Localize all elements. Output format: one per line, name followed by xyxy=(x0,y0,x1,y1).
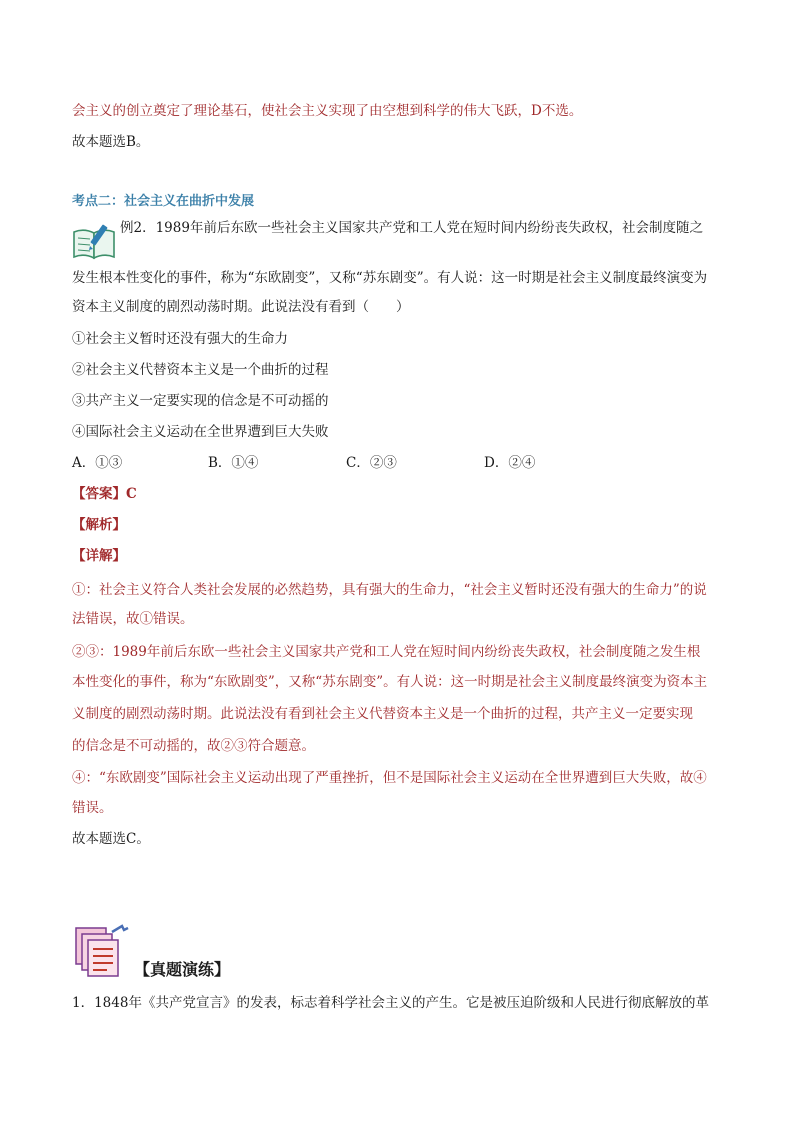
book-pencil-icon xyxy=(72,222,116,260)
statement-1: ①社会主义暂时还没有强大的生命力 xyxy=(72,331,288,347)
question-line-1: 例2．1989年前后东欧一些社会主义国家共产党和工人党在短时间内纷纷丧失政权，社会制度随之 xyxy=(120,220,703,236)
documents-icon xyxy=(74,922,130,978)
detail-2-line-2: 本性变化的事件，称为“东欧剧变”，又称“苏东剧变”。有人说：这一时期是社会主义制度最终演变为资本主 xyxy=(72,674,708,690)
statement-4: ④国际社会主义运动在全世界遭到巨大失败 xyxy=(72,424,329,440)
detail-label: 【详解】 xyxy=(72,548,126,564)
detail-2-line-1: ②③：1989年前后东欧一些社会主义国家共产党和工人党在短时间内纷纷丧失政权，社会制度随之发生根 xyxy=(72,644,701,660)
previous-answer-line: 故本题选B。 xyxy=(72,134,150,150)
section-title: 【真题演练】 xyxy=(134,960,231,979)
option-b: B．①④ xyxy=(208,455,259,471)
statement-2: ②社会主义代替资本主义是一个曲折的过程 xyxy=(72,362,329,378)
question-line-3: 资本主义制度的剧烈动荡时期。此说法没有看到（ ） xyxy=(72,299,410,315)
detail-2-line-3: 义制度的剧烈动荡时期。此说法没有看到社会主义代替资本主义是一个曲折的过程，共产主义一定要实现 xyxy=(72,706,693,722)
detail-1-line-1: ①：社会主义符合人类社会发展的必然趋势，具有强大的生命力，“社会主义暂时还没有强大的生命力”的说 xyxy=(72,582,707,598)
option-d: D．②④ xyxy=(484,455,536,471)
detail-1-line-2: 法错误，故①错误。 xyxy=(72,611,194,627)
kaodian-heading: 考点二：社会主义在曲折中发展 xyxy=(72,194,255,209)
detail-3-line-2: 错误。 xyxy=(72,800,113,816)
question-line-2: 发生根本性变化的事件，称为“东欧剧变”，又称“苏东剧变”。有人说：这一时期是社会主义制度最终演变为 xyxy=(72,270,708,286)
practice-question-1: 1．1848年《共产党宣言》的发表，标志着科学社会主义的产生。它是被压迫阶级和人民进行彻底解放的革 xyxy=(72,995,709,1011)
answer-label: 【答案】C xyxy=(72,486,137,502)
option-a: A．①③ xyxy=(72,455,123,471)
option-c: C．②③ xyxy=(346,455,397,471)
previous-explanation-line: 会主义的创立奠定了理论基石，使社会主义实现了由空想到科学的伟大飞跃，D不选。 xyxy=(72,103,583,119)
detail-3-line-1: ④：“东欧剧变”国际社会主义运动出现了严重挫折，但不是国际社会主义运动在全世界遭到巨大失败，故④ xyxy=(72,770,707,786)
analysis-label: 【解析】 xyxy=(72,517,126,533)
final-answer-line: 故本题选C。 xyxy=(72,831,150,847)
statement-3: ③共产主义一定要实现的信念是不可动摇的 xyxy=(72,393,329,409)
detail-2-line-4: 的信念是不可动摇的，故②③符合题意。 xyxy=(72,738,315,754)
